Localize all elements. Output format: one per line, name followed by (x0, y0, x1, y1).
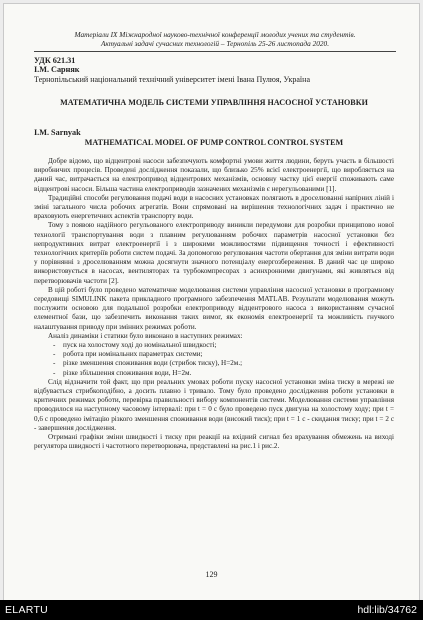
author-en: I.M. Sarnyak (34, 128, 81, 137)
title-english: MATHEMATICAL MODEL OF PUMP CONTROL CONTROL SYSTEM (84, 138, 344, 147)
handle-id: hdl:lib/34762 (357, 604, 417, 616)
paragraph-7: Отримані графіки зміни швидкості і тиску при реакції на вхідний сигнал без врахування обмежень на виході регулятора швидкості і частотного перетворювача, представлені на рис.1 і рис.2. (34, 433, 394, 451)
paragraph-1: Добре відомо, що відцентрові насоси забезпечують комфортні умови життя людини, беруть участь в більшості виробничих процесів. Проведені дослідження показали, що близько 25% всієї електроенергії, що виробляється на даний час, витрачається на електропривод відцентрових механізмів, основну частку цієї енергії споживають саме відцентрові насоси. Більша частина електроприводів зазначених механізмів є нерегульованими [1]. (34, 157, 394, 193)
list-item: - робота при номінальних параметрах системи; (34, 350, 394, 359)
title-ukrainian: МАТЕМАТИЧНА МОДЕЛЬ СИСТЕМИ УПРАВЛІННЯ НАСОСНОЇ УСТАНОВКИ (60, 98, 368, 107)
paragraph-2: Традиційні способи регулювання подачі води в насосних установках полягають в дроселюванні напірних ліній і зміні загального числа робочих агрегатів. Вони спрямовані на вирішення технологічних задач і практично не враховують енергетичних аспектів транспорту води. (34, 193, 394, 221)
udk-code: УДК 621.31 (34, 56, 76, 65)
modes-list (34, 341, 394, 378)
list-item: - різке зменшення споживання води (стрибок тиску), H=2м.; (34, 359, 394, 368)
repository-label: ELARTU (5, 604, 49, 616)
page-number: 129 (205, 570, 218, 579)
list-item: - пуск на холостому ході до номінальної швидкості; (34, 341, 394, 350)
list-item: - різке збільшення споживання води, H=2м. (34, 369, 394, 378)
paragraph-4: В цій роботі було проведено математичне моделювання системи управління насосної установки в програмному середовищі SIMULINK пакета прикладного програмного забезпечення MATLAB. Результати моделювання можуть послужити основою для подальшої розробки електроприводу відцентрового насоса з використанням сучасної елементної бази, що забезпечить виконання таких вимог, як економія електроенергії та можливість гнучкого налаштування приводу при змінних режимах роботи. (34, 285, 394, 331)
header-divider (34, 51, 396, 52)
article-body (34, 157, 394, 452)
author-ua: І.М. Сарняк (34, 65, 80, 74)
affiliation: Тернопільський національний технічний університет імені Івана Пулюя, Україна (34, 75, 310, 84)
conference-header-line-2: Актуальні задачі сучасних технологій – Тернопіль 25-26 листопада 2020. (100, 39, 330, 48)
paragraph-6: Слід відзначити той факт, що при реальних умовах роботи пуску насосної установки зміна тиску в мережі не відбувається стрибкоподібно, а досить плавно і тривало. Тому було проведено дослідження роботи установки в критичних режимах роботи, перевірка правильності вибору компонентів системи. Моделювання системи управління проводилося на наступному часовому інтервалі: при t = 0 с було проведено пуск двигуна на холостому ходу; при t = 0,6 с проведено імітацію різкого зменшення споживання води (високий тиск); при t = 1 с - скидання тиску; при t = 2 с - завершення дослідження. (34, 377, 394, 432)
paragraph-5: Аналіз динаміки і статики було виконано в наступних режимах: (48, 331, 243, 340)
paragraph-3: Тому з появою надійного регульованого електроприводу виникли передумови для розробки принципово нової технології транспортування води з плавним регулюванням робочих параметрів насосної установки без непродуктивних витрат електроенергії і з широкими можливостями підвищення точності і ефективності технологічних критеріїв роботи систем подачі. За допомогою регулювання частоти обертання для зміни витрати води у порівнянні з дроселюванням можна досягнути значного потенціалу енергозбереження. В даний час це широко використовується в насосах, вентиляторах та турбокомпресорах з асинхронними двигунами, які живляться від перетворювачів частоти [2]. (34, 221, 394, 285)
document-page (3, 3, 420, 602)
conference-header-line-1: Матеріали IX Міжнародної науково-технічної конференції молодих учених та студентів. (74, 30, 356, 39)
